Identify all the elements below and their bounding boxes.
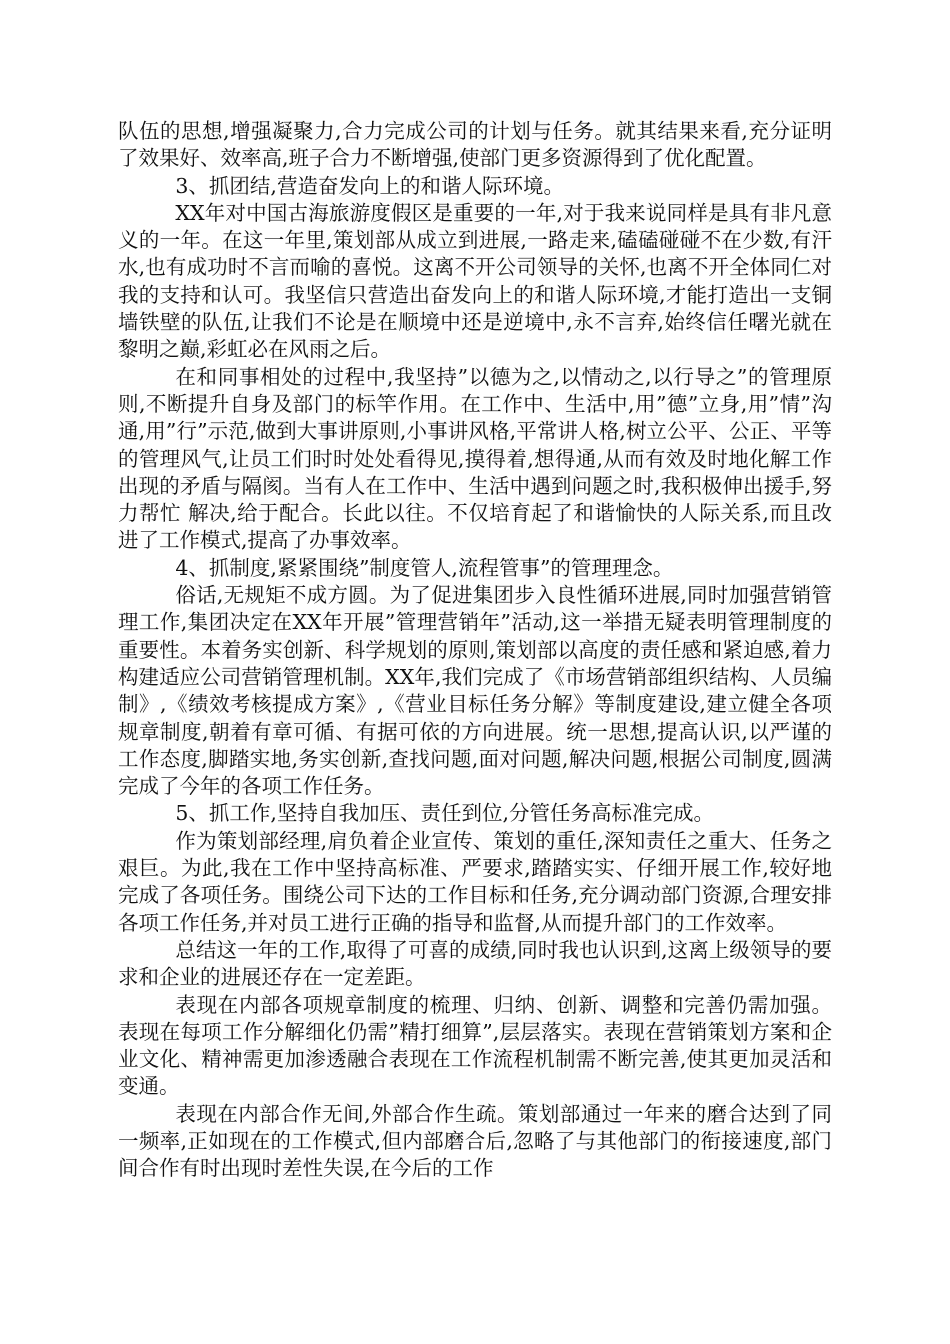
paragraph-year-significance: XX年对中国古海旅游度假区是重要的一年,对于我来说同样是具有非凡意义的一年。在这一年里,策划部从成立到进展,一路走来,磕磕碰碰不在少数,有汗水,也有成功时不言而喻的喜悦。这离不开公司领导的关怀,也离不开全体同仁对我的支持和认可。我坚信只营造出奋发向上的和谐人际环境,才能打造出一支铜墙铁壁的队伍,让我们不论是在顺境中还是逆境中,永不言弃,始终信任曙光就在黎明之巅,彩虹必在风雨之后。 bbox=[118, 200, 832, 362]
paragraph-team-thinking: 队伍的思想,增强凝聚力,合力完成公司的计划与任务。就其结果来看,充分证明了效果好、效率高,班子合力不断增强,使部门更多资源得到了优化配置。 bbox=[118, 119, 832, 171]
paragraph-shortcomings: 表现在内部各项规章制度的梳理、归纳、创新、调整和完善仍需加强。 表现在每项工作分解细化仍需”精打细算”,层层落实。表现在营销策划方案和企业文化、精神需更加渗透融合表现在工作流程机制需不断完善,使其更加灵活和变通。 bbox=[118, 992, 832, 1099]
paragraph-colleague-relations: 在和同事相处的过程中,我坚持”以德为之,以情动之,以行导之”的管理原则,不断提升自身及部门的标竿作用。在工作中、生活中,用”德”立身,用”情”沟通,用”行”示范,做到大事讲原则,小事讲风格,平常讲人格,树立公平、公正、平等的管理风气,让员工们时时处处看得见,摸得着,想得通,从而有效及时地化解工作出现的矛盾与隔阂。当有人在工作中、生活中遇到问题之时,我积极伸出援手,努力帮忙 解决,给于配合。长此以往。不仅培育起了和谐愉快的人际关系,而且改进了工作模式,提高了办事效率。 bbox=[118, 364, 832, 553]
document-page bbox=[118, 118, 832, 1183]
heading-unity: 3、抓团结,营造奋发向上的和谐人际环境。 bbox=[175, 173, 564, 198]
paragraph-year-summary: 总结这一年的工作,取得了可喜的成绩,同时我也认识到,这离上级领导的要求和企业的进展还存在一定差距。 bbox=[118, 937, 832, 990]
paragraph-manager-duty: 作为策划部经理,肩负着企业宣传、策划的重任,深知责任之重大、任务之艰巨。为此,我在工作中坚持高标准、严要求,踏踏实实、仔细开展工作,较好地完成了各项任务。围绕公司下达的工作目标和任务,充分调动部门资源,合理安排各项工作任务,并对员工进行正确的指导和监督,从而提升部门的工作效率。 bbox=[118, 828, 832, 935]
paragraph-cooperation: 表现在内部合作无间,外部合作生疏。策划部通过一年来的磨合达到了同一频率,正如现在的工作模式,但内部磨合后,忽略了与其他部门的衔接速度,部门间合作有时出现时差性失误,在今后的工作 bbox=[118, 1101, 832, 1181]
paragraph-management-rules: 俗话,无规矩不成方圆。为了促进集团步入良性循环进展,同时加强营销管理工作,集团决定在XX年开展”管理营销年”活动,这一举措无疑表明管理制度的重要性。本着务实创新、科学规划的原则,策划部以高度的责任感和紧迫感,着力构建适应公司营销管理机制。XX年,我们完成了《市场营销部组织结构、人员编制》,《绩效考核提成方案》,《营业目标任务分解》等制度建设,建立健全各项规章制度,朝着有章可循、有据可依的方向进展。统一思想,提高认识,以严谨的工作态度,脚踏实地,务实创新,查找问题,面对问题,解决问题,根据公司制度,圆满完成了今年的各项工作任务。 bbox=[118, 583, 832, 799]
heading-system: 4、抓制度,紧紧围绕”制度管人,流程管事”的管理理念。 bbox=[175, 555, 674, 580]
heading-work: 5、抓工作,坚持自我加压、责任到位,分管任务高标准完成。 bbox=[175, 801, 714, 826]
